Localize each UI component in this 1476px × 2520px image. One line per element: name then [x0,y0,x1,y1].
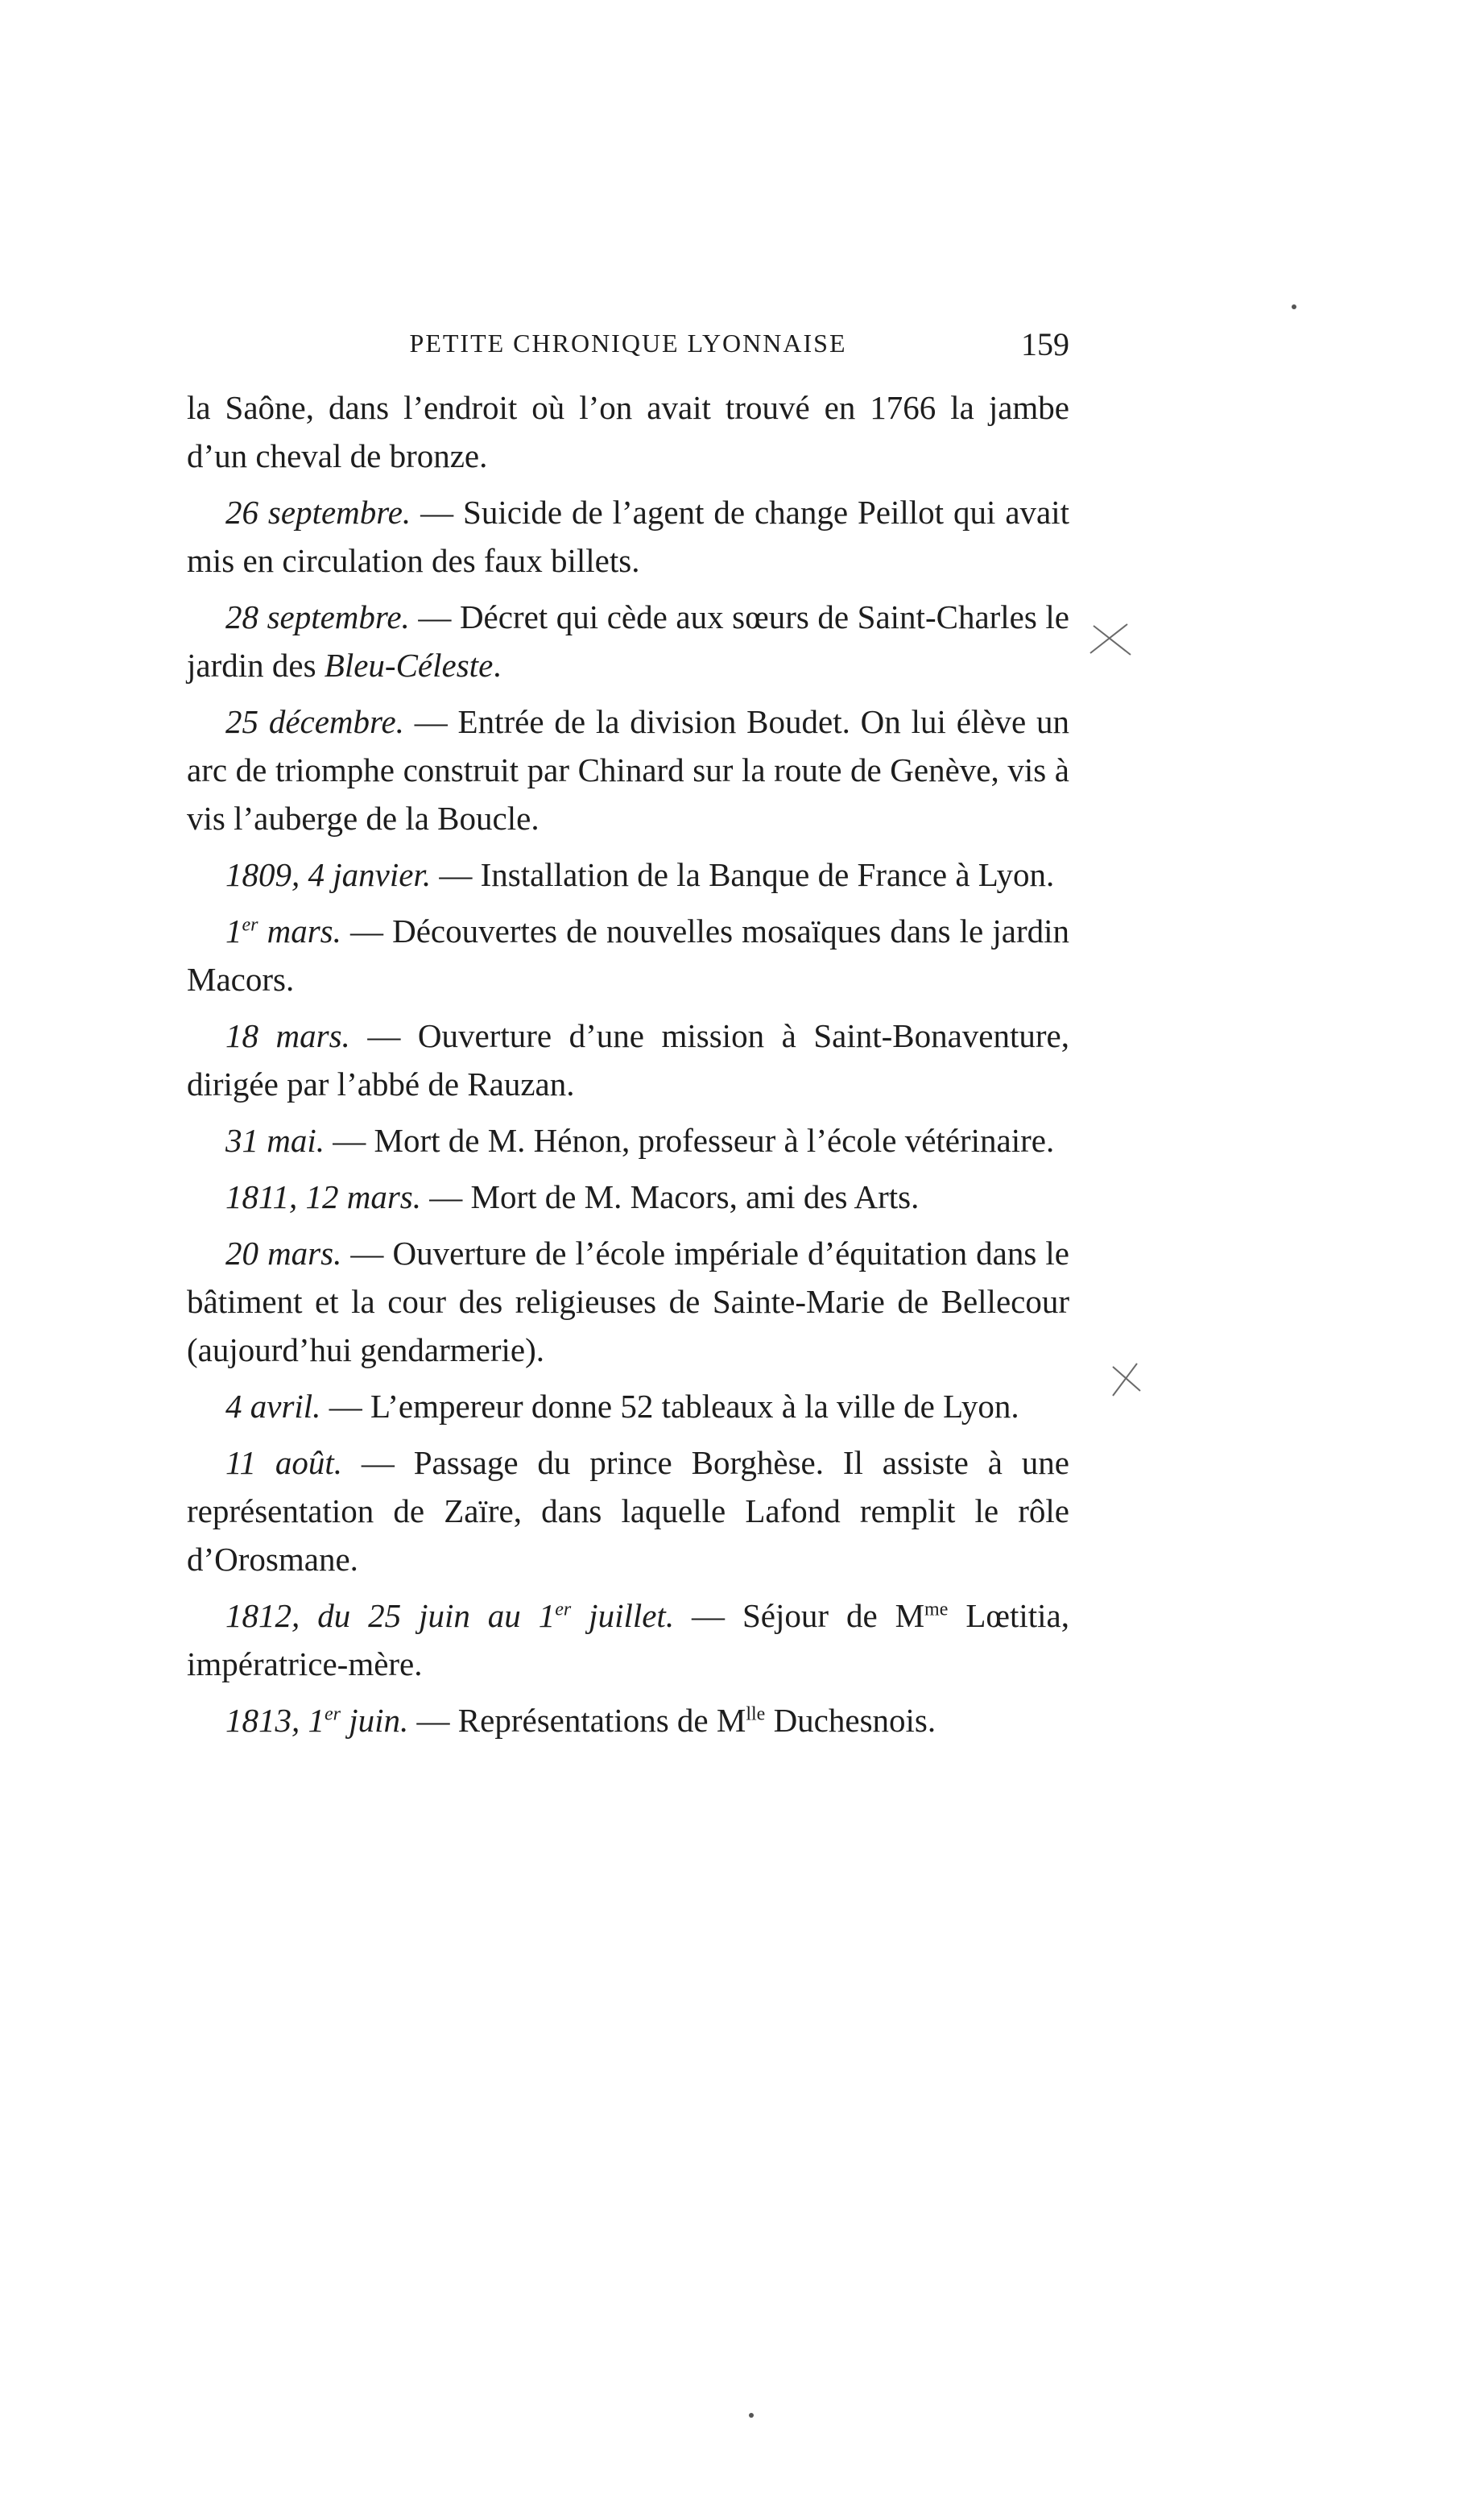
entry-text: — L’empereur donne 52 tableaux à la ville de Lyon. [320,1388,1019,1425]
entry-text-superscript: lle [746,1703,766,1725]
entry-text-part-b: Duchesnois. [765,1702,936,1739]
entry-date-number: 1 [225,912,242,950]
entry-text: la Saône, dans l’endroit où l’on avait trouvé en 1766 la jambe d’un cheval de bronze. [187,389,1069,474]
chronicle-text [187,383,1069,1752]
entry-italic-name: Bleu-Céleste [324,647,494,684]
entry-1er-mars [187,907,1069,1003]
entry-11-aout [187,1438,1069,1583]
entry-date [225,1597,674,1634]
entry-date: 20 mars. [225,1235,342,1272]
margin-cross-mark [1105,1355,1153,1404]
entry-date-superscript: er [555,1599,572,1620]
entry-18-mars [187,1012,1069,1108]
entry-date: 31 mai. [225,1122,325,1159]
entry-date-part-a: 1813, 1 [225,1702,325,1739]
entry-date-part-b: juillet. [571,1597,675,1634]
entry-text: — Mort de M. Macors, ami des Arts. [420,1178,920,1215]
entry-4-avril [187,1382,1069,1430]
entry-date: 18 mars. [225,1017,350,1054]
entry-date: 26 septembre. [225,494,411,531]
entry-text-superscript: me [924,1599,949,1620]
entry-date: 11 août. [225,1444,342,1481]
page-number: 159 [1021,326,1069,362]
entry-text: — Installation de la Banque de France à Lyon. [431,856,1055,893]
entry-text: — Passage du prince Borghèse. Il assiste à une représentation de Zaïre, dans laquelle Lafond remplit le rôle d’Orosmane. [187,1444,1069,1578]
entry-date-superscript: er [242,914,258,936]
entry-25-decembre [187,697,1069,842]
entry-continuation [187,383,1069,480]
entry-date: 25 décembre. [225,703,404,740]
entry-text: — Ouverture de l’école impériale d’équitation dans le bâtiment et la cour des religieuses de Sainte-Marie de Bellecour (aujourd’hui gendarmerie). [187,1235,1069,1368]
entry-date [225,1702,408,1739]
entry-1812-juin-juillet [187,1591,1069,1688]
entry-date: 1811, 12 mars. [225,1178,421,1215]
entry-28-septembre [187,593,1069,689]
running-head [187,325,1069,366]
entry-26-septembre [187,488,1069,585]
entry-text: — Décret qui cède aux sœurs de Saint-Charles le jardin des [187,598,1069,684]
paper-speck [1292,304,1296,309]
entry-date-part-b: juin. [341,1702,409,1739]
entry-date-part-a: 1812, du 25 juin au 1 [225,1597,556,1634]
paper-speck [749,2413,754,2418]
entry-text-part-b: Lœtitia, impératrice-mère. [187,1597,1069,1682]
entry-31-mai [187,1116,1069,1165]
entry-date: 1809, 4 janvier. [225,856,432,893]
entry-text-tail: . [493,647,502,684]
entry-text-part-a: — Séjour de M [674,1597,925,1634]
entry-20-mars [187,1229,1069,1374]
entry-text: — Découvertes de nouvelles mosaïques dans le jardin Macors. [187,912,1069,998]
entry-date: 4 avril. [225,1388,321,1425]
entry-date-superscript: er [325,1703,341,1725]
entry-text: — Ouverture d’une mission à Saint-Bonaventure, dirigée par l’abbé de Rauzan. [187,1017,1069,1103]
entry-date: 28 septembre. [225,598,410,635]
entry-date [225,912,341,950]
entry-date-rest: mars. [258,912,341,950]
entry-text: — Mort de M. Hénon, professeur à l’école vétérinaire. [325,1122,1055,1159]
entry-text: — Entrée de la division Boudet. On lui élève un arc de triomphe construit par Chinard sur la route de Genève, vis à vis l’auberge de la Boucle. [187,703,1069,837]
entry-text-part-a: — Représentations de M [408,1702,746,1739]
running-title: PETITE CHRONIQUE LYONNAISE [409,329,847,358]
entry-text: — Suicide de l’agent de change Peillot qui avait mis en circulation des faux billets. [187,494,1070,579]
entry-1811-12-mars [187,1173,1069,1221]
margin-cross-mark [1085,614,1134,663]
entry-1813-1er-juin [187,1696,1069,1744]
entry-1809-4-janvier [187,850,1069,899]
